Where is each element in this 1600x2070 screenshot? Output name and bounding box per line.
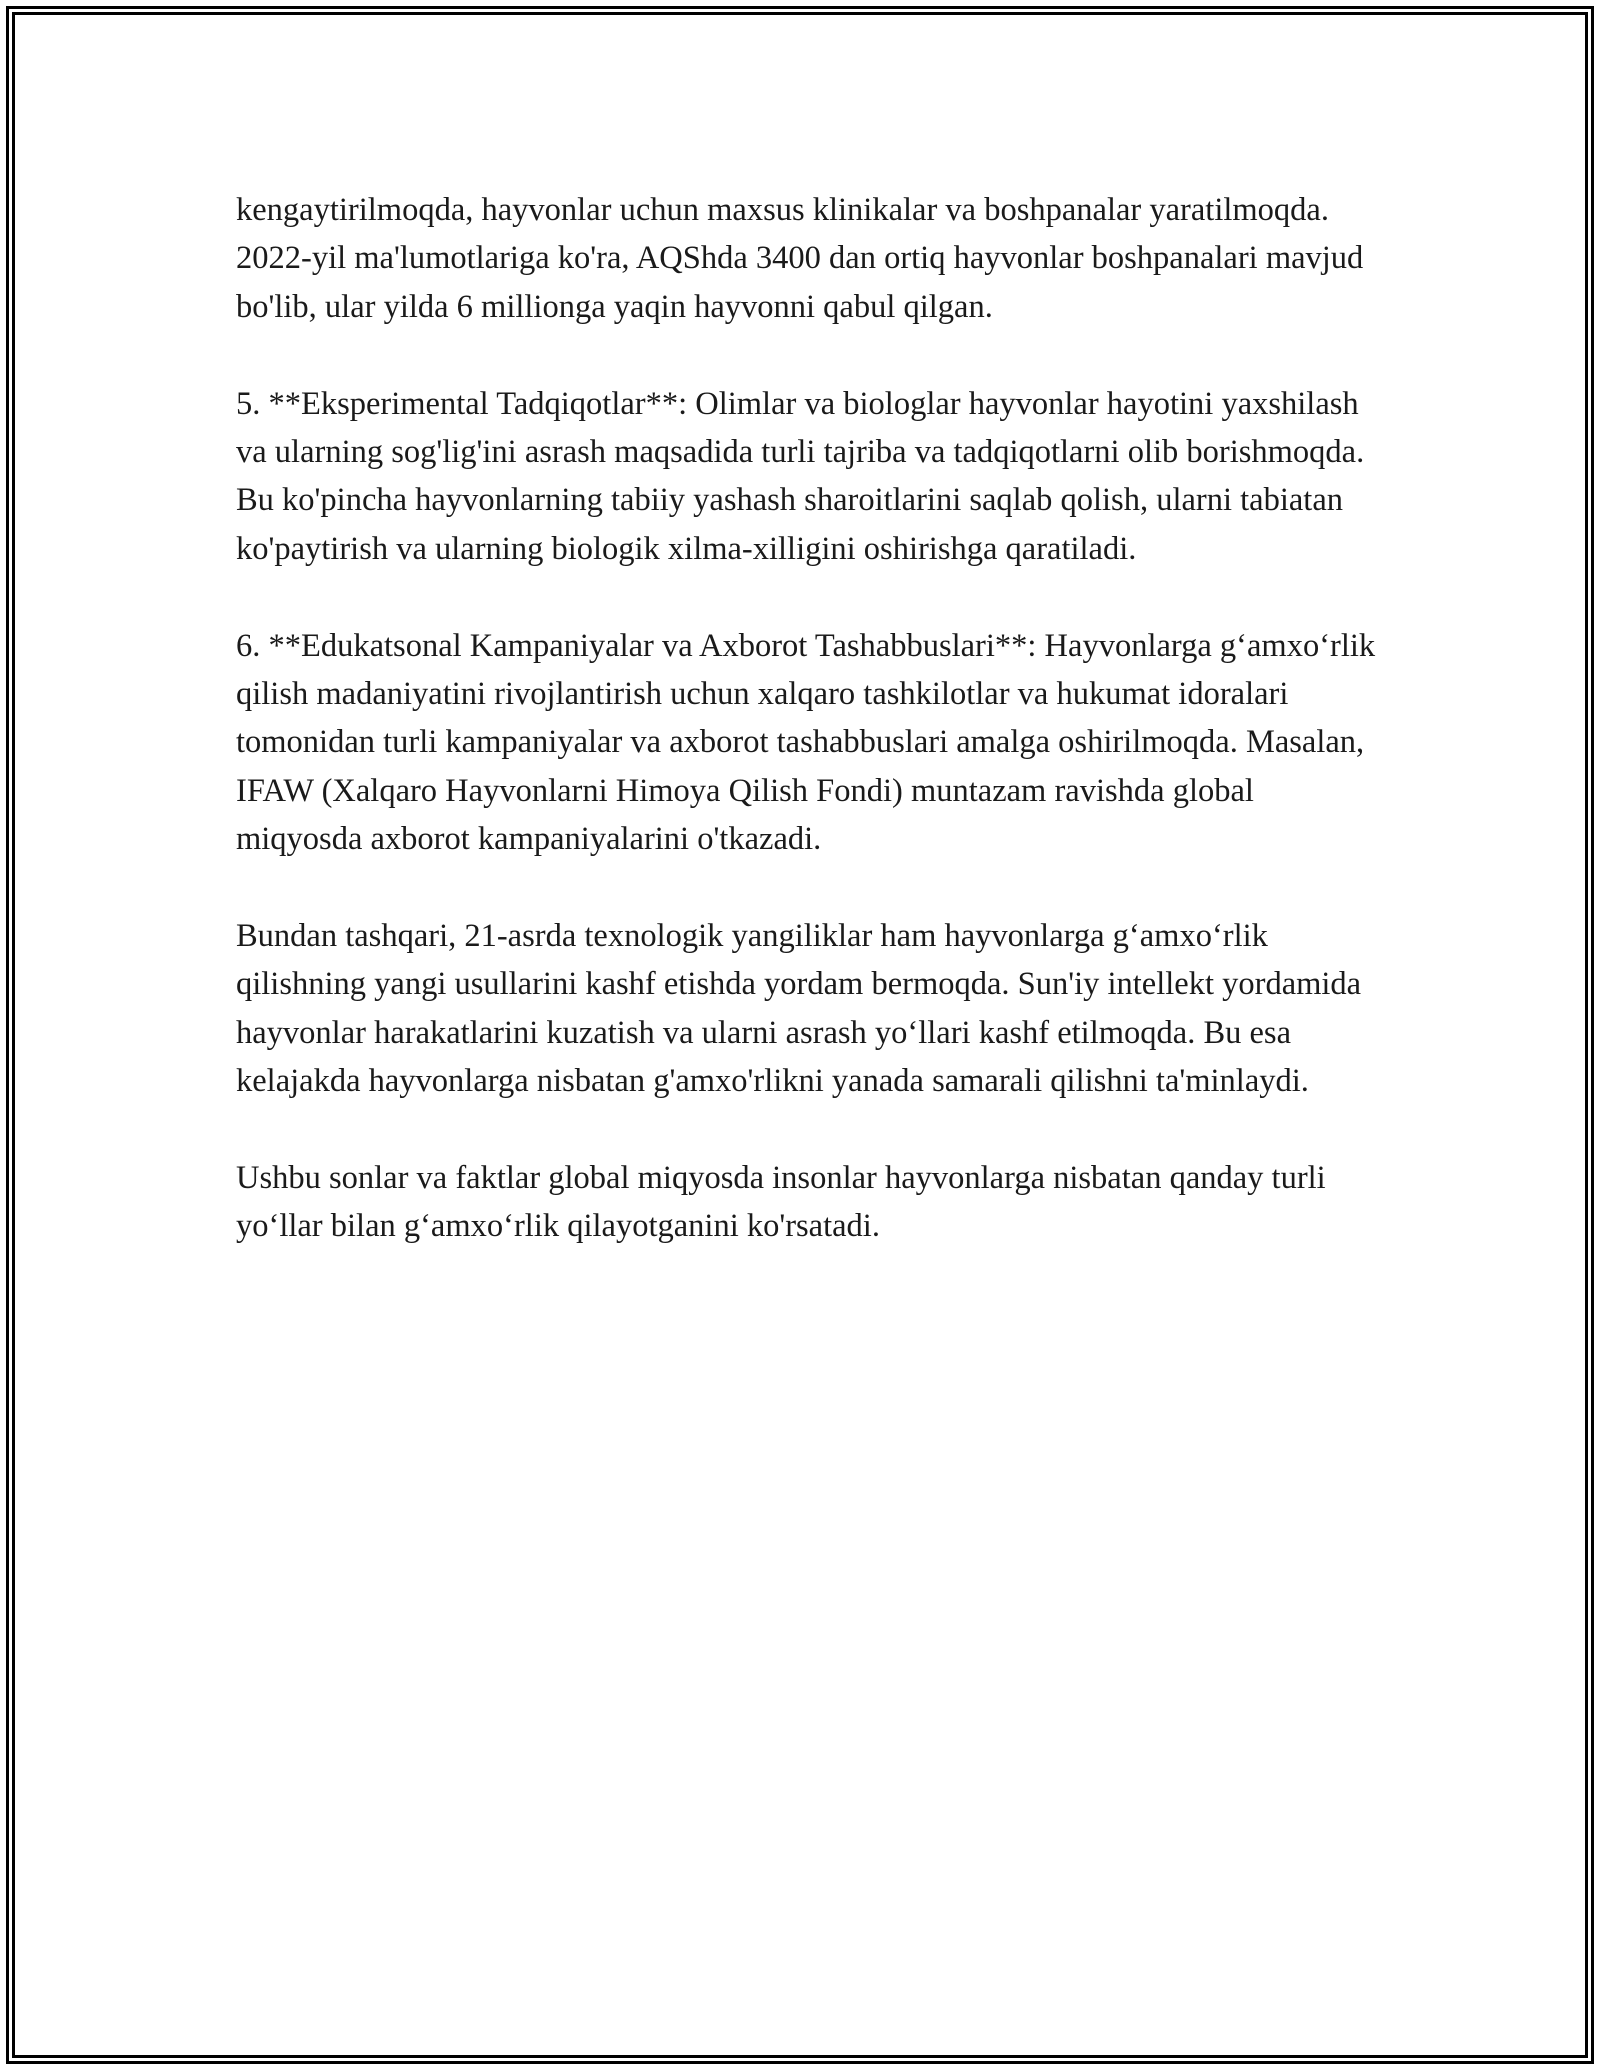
document-body bbox=[236, 186, 1376, 1299]
paragraph-technology: Bundan tashqari, 21-asrda texnologik yangiliklar ham hayvonlarga g‘amxo‘rlik qilishning yangi usullarini kashf etishda yordam bermoqda. Sun'iy intellekt yordamida hayvonlar harakatlarini kuzatish va ularni asrash yo‘llari kashf etilmoqda. Bu esa kelajakda hayvonlarga nisbatan g'amxo'rlikni yanada samarali qilishni ta'minlaydi. bbox=[236, 918, 1362, 1100]
paragraph-conclusion: Ushbu sonlar va faktlar global miqyosda insonlar hayvonlarga nisbatan qanday turli yo‘llar bilan g‘amxo‘rlik qilayotganini ko'rsatadi. bbox=[236, 1160, 1326, 1245]
paragraph-shelters-continuation: kengaytirilmoqda, hayvonlar uchun maxsus klinikalar va boshpanalar yaratilmoqda. 2022-yil ma'lumotlariga ko'ra, AQShda 3400 dan ortiq hayvonlar boshpanalari mavjud bo'lib, ular yilda 6 millionga yaqin hayvonni qabul qilgan. bbox=[236, 192, 1364, 325]
paragraph-experimental-research: 5. **Eksperimental Tadqiqotlar**: Olimlar va biologlar hayvonlar hayotini yaxshilash va ularning sog'lig'ini asrash maqsadida turli tajriba va tadqiqotlarni olib borishmoqda. Bu ko'pincha hayvonlarning tabiiy yashash sharoitlarini saqlab qolish, ularni tabiatan ko'paytirish va ularning biologik xilma-xilligini oshirishga qaratiladi. bbox=[236, 385, 1365, 567]
paragraph-educational-campaigns: 6. **Edukatsonal Kampaniyalar va Axborot Tashabbuslari**: Hayvonlarga g‘amxo‘rlik qilish madaniyatini rivojlantirish uchun xalqaro tashkilotlar va hukumat idoralari tomonidan turli kampaniyalar va axborot tashabbuslari amalga oshirilmoqda. Masalan, IFAW (Xalqaro Hayvonlarni Himoya Qilish Fondi) muntazam ravishda global miqyosda axborot kampaniyalarini o'tkazadi. bbox=[236, 627, 1376, 858]
